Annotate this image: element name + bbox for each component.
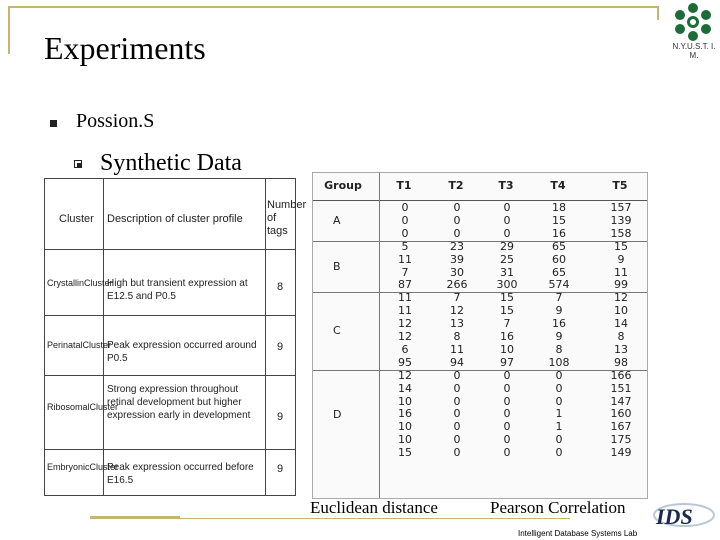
table-cell: 11	[398, 252, 412, 266]
table-cell: 0	[453, 446, 461, 460]
table-cell: 0	[503, 433, 511, 447]
table-cell: EmbryonicCluster	[47, 462, 119, 472]
table-cell: 99	[614, 278, 628, 292]
table-cell: 10	[500, 342, 514, 356]
table-cell: 94	[450, 355, 464, 369]
table-cell: 0	[453, 201, 461, 214]
table-cell: 65	[552, 265, 566, 279]
table-cell: 0	[453, 213, 461, 227]
table-cell: 300	[496, 278, 518, 292]
header-t3: T3	[498, 179, 514, 192]
table-cell: 12	[614, 291, 628, 305]
table-cell: 98	[614, 355, 628, 369]
table-cell: 149	[610, 446, 632, 460]
table-cell: 166	[610, 368, 632, 382]
header-group: Group	[324, 179, 362, 192]
table-cell: CrystallinCluster	[47, 278, 113, 288]
group-label: B	[333, 259, 341, 273]
table-cell: 0	[503, 420, 511, 434]
table-cell: 0	[503, 226, 511, 240]
table-cell: 29	[500, 239, 514, 253]
table-cell: 60	[552, 252, 566, 266]
table-cell: 95	[398, 355, 412, 369]
table-cell: 0	[503, 213, 511, 227]
table-cell: 0	[453, 381, 461, 395]
table-cell: 12	[398, 330, 412, 343]
header-t1: T1	[396, 179, 412, 192]
table-cell: 0	[555, 433, 563, 447]
table-cell: 0	[503, 407, 511, 421]
table-cell: 151	[610, 381, 632, 395]
bullet-possion: Possion.S	[76, 110, 155, 132]
frame-left	[8, 6, 10, 54]
hollow-square-bullet-icon	[74, 160, 82, 168]
header-description: Description of cluster profile	[107, 213, 243, 225]
header-cluster: Cluster	[59, 213, 94, 225]
table-cell: 8	[277, 281, 284, 293]
table-cell: 31	[500, 265, 514, 279]
table-cell: 0	[503, 381, 511, 395]
table-divider	[265, 179, 266, 495]
table-cell: Peak expression occurred around P0.5	[107, 340, 257, 364]
header-t2: T2	[448, 179, 464, 192]
table-cell: 0	[555, 368, 563, 382]
table-cell: 7	[555, 291, 563, 305]
cluster-description-table	[44, 178, 307, 496]
table-divider	[103, 179, 104, 495]
table-cell: 39	[450, 252, 464, 266]
table-cell: 9	[277, 463, 284, 475]
table-cell: High but transient expression at E12.5 and P0.5	[107, 278, 248, 302]
table-cell: 30	[450, 265, 464, 279]
table-cell: 16	[552, 226, 566, 240]
bullet-synthetic-data: Synthetic Data	[100, 150, 242, 176]
table-cell: 5	[401, 239, 409, 253]
ids-logo-text: IDS	[656, 504, 693, 529]
table-divider	[45, 315, 295, 316]
table-cell: 9	[277, 341, 284, 353]
table-cell: 1	[555, 420, 563, 434]
table-cell: 0	[453, 407, 461, 421]
ids-lab-logo-icon	[648, 498, 716, 532]
table-cell: 16	[552, 317, 566, 331]
table-cell: 10	[398, 433, 412, 447]
table-cell: 9	[555, 330, 563, 343]
frame-right	[657, 6, 659, 20]
table-cell: 11	[614, 265, 628, 279]
table-cell: 167	[610, 420, 632, 434]
table-cell: 25	[500, 252, 514, 266]
table-cell: 11	[398, 291, 412, 305]
group-label: A	[333, 214, 341, 228]
table-cell: 65	[552, 239, 566, 253]
table-cell: 8	[617, 330, 625, 343]
table-divider	[45, 375, 295, 376]
table-cell: 16	[398, 407, 412, 421]
table-cell: 574	[548, 278, 570, 292]
table-cell: 0	[503, 368, 511, 382]
table-cell: 12	[398, 317, 412, 331]
footer-lab-name: Intelligent Database Systems Lab	[518, 529, 638, 538]
header-t5: T5	[612, 179, 628, 192]
group-label: C	[333, 324, 341, 337]
table-cell: 160	[610, 407, 632, 421]
group-column-divider	[379, 173, 380, 498]
table-cell: 18	[552, 201, 566, 214]
table-cell: 0	[555, 446, 563, 460]
table-cell: 139	[610, 213, 632, 227]
table-cell: 15	[552, 213, 566, 227]
table-cell: 23	[450, 239, 464, 253]
frame-top	[8, 6, 658, 8]
table-cell: 0	[555, 381, 563, 395]
table-cell: 0	[453, 226, 461, 240]
caption-euclidean: Euclidean distance	[310, 498, 438, 517]
table-cell: 0	[503, 201, 511, 214]
footer-accent	[90, 516, 180, 519]
table-cell: 10	[398, 420, 412, 434]
table-divider	[45, 249, 295, 250]
table-cell: 0	[401, 226, 409, 240]
table-cell: 6	[401, 342, 409, 356]
table-cell: 0	[401, 201, 409, 214]
table-cell: Peak expression occurred before E16.5	[107, 462, 254, 486]
table-cell: 175	[610, 433, 632, 447]
table-cell: 0	[503, 446, 511, 460]
table-cell: 9	[617, 252, 625, 266]
table-cell: 0	[453, 368, 461, 382]
table-cell: PerinatalCluster	[47, 340, 112, 350]
table-cell: 9	[555, 304, 563, 318]
group-values-table	[312, 172, 648, 499]
table-cell: 14	[614, 317, 628, 331]
table-cell: 7	[401, 265, 409, 279]
slide-title: Experiments	[44, 30, 206, 66]
table-cell: 14	[398, 381, 412, 395]
table-cell: 12	[398, 368, 412, 382]
table-cell: 0	[555, 394, 563, 408]
table-cell: 87	[398, 278, 412, 292]
group-label: D	[333, 407, 342, 421]
table-cell: 0	[453, 433, 461, 447]
table-cell: 97	[500, 355, 514, 369]
table-header-row	[313, 173, 647, 201]
table-cell: 8	[555, 342, 563, 356]
table-cell: 15	[398, 446, 412, 460]
square-bullet-icon	[50, 120, 57, 127]
table-cell: 8	[453, 330, 461, 343]
table-cell: 1	[555, 407, 563, 421]
table-cell: 0	[453, 394, 461, 408]
table-cell: Strong expression throughout retinal development but higher expression early in development	[107, 384, 251, 421]
header-number-of-tags: Number of tags	[267, 199, 307, 237]
table-divider	[45, 449, 295, 450]
logo-caption: N.Y.U.S.T. I. M.	[672, 42, 716, 60]
table-cell: 13	[614, 342, 628, 356]
table-cell: 0	[401, 213, 409, 227]
table-cell: 10	[614, 304, 628, 318]
table-cell: 16	[500, 330, 514, 343]
table-cell: 13	[450, 317, 464, 331]
university-logo-icon	[673, 2, 713, 42]
table-cell: 10	[398, 394, 412, 408]
caption-pearson: Pearson Correlation	[490, 498, 626, 517]
table-cell: 0	[453, 420, 461, 434]
table-cell: 9	[277, 411, 284, 423]
table-cell: 147	[610, 394, 632, 408]
table-cell: 7	[453, 291, 461, 305]
table-cell: 12	[450, 304, 464, 318]
table-cell: 0	[503, 394, 511, 408]
table-cell: 15	[500, 291, 514, 305]
table-cell: 11	[398, 304, 412, 318]
table-cell: 108	[548, 355, 570, 369]
table-cell: 15	[614, 239, 628, 253]
table-cell: 15	[500, 304, 514, 318]
table-cell: 158	[610, 226, 632, 240]
table-cell: RibosomalCluster	[47, 402, 119, 412]
table-cell: 157	[610, 201, 632, 214]
header-t4: T4	[550, 179, 566, 192]
table-cell: 11	[450, 342, 464, 356]
table-cell: 7	[503, 317, 511, 331]
table-cell: 266	[446, 278, 468, 292]
